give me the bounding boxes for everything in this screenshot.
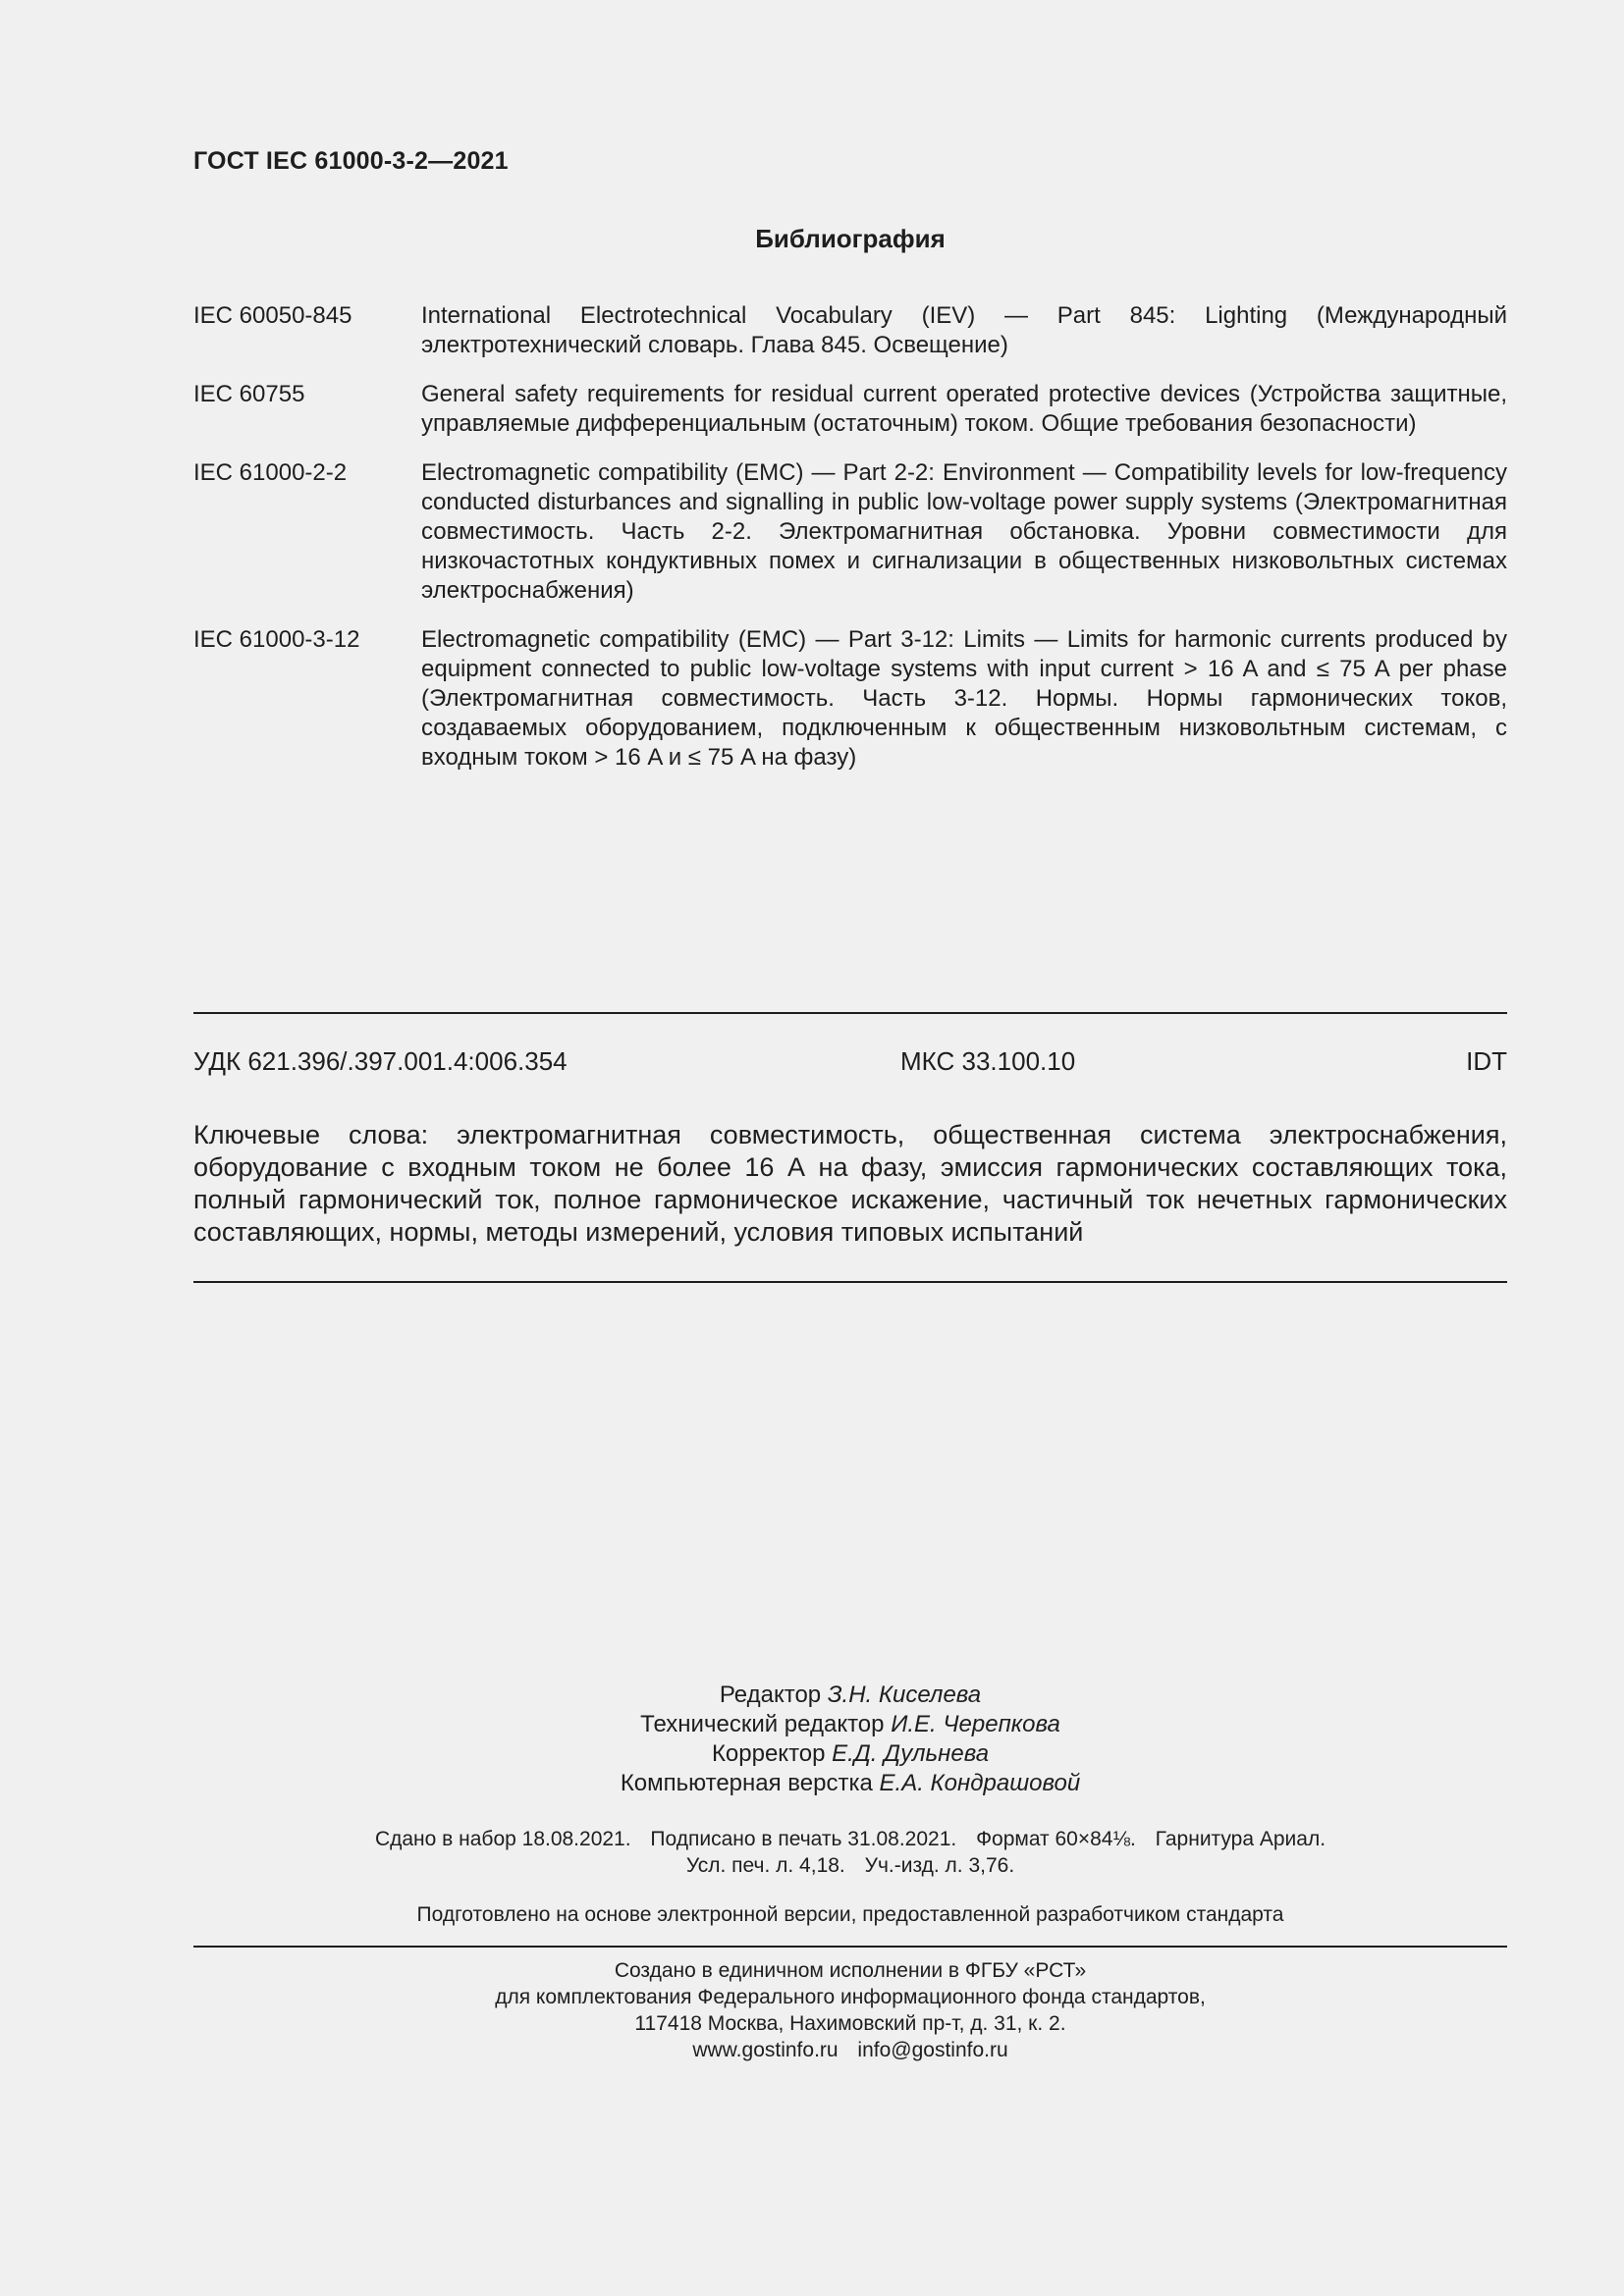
keywords: Ключевые слова: электромагнитная совместимость, общественная система электроснабжения, оборудование с входным током не более 16 А на фазу, эмиссия гармонических составляющих тока, полный гармонический ток, полное гармоническое искажение, частичный ток нечетных гармонических составляющих, нормы, методы измерений, условия типовых испытаний: [193, 1120, 1507, 1247]
udk-code: УДК 621.396/.397.001.4:006.354: [193, 1046, 568, 1076]
publisher-line: Создано в единичном исполнении в ФГБУ «РСТ»: [614, 1959, 1087, 1982]
standard-code: IEC 60755: [193, 381, 305, 407]
document-page: [193, 0, 1507, 2296]
credit-role: Корректор: [711, 1740, 826, 1767]
standard-description: General safety requirements for residual current operated protective devices (Устройства защитные, управляемые дифференциальным (остаточным) током. Общие требования безопасности): [421, 381, 1507, 437]
signed-date: Подписано в печать 31.08.2021.: [650, 1828, 957, 1850]
conventional-sheets: Усл. печ. л. 4,18.: [685, 1854, 845, 1877]
standard-description: Electromagnetic compatibility (EMC) — Part 3-12: Limits — Limits for harmonic currents produced by equipment connected to public low-voltage systems with input current > 16 A and ≤ 75 A per phase (Электромагнитная совместимость. Часть 3-12. Нормы. Нормы гармонических токов, создаваемых оборудованием, подключенным к общественным низковольтным системам, с входным током > 16 A и ≤ 75 A на фазу): [421, 626, 1507, 771]
typeface: Гарнитура Ариал.: [1155, 1828, 1326, 1850]
publisher-info: [193, 1957, 1507, 2063]
publisher-line: для комплектования Федерального информационного фонда стандартов,: [495, 1986, 1206, 2008]
standard-code: IEC 61000-3-12: [193, 626, 360, 653]
credit-role: Редактор: [719, 1682, 822, 1708]
bibliography-title: Библиография: [755, 224, 946, 253]
credit-line: [193, 1681, 1507, 1710]
standard-code: IEC 60050-845: [193, 302, 352, 329]
idt-label: IDT: [1466, 1046, 1507, 1076]
document-header: ГОСТ IEC 61000-3-2—2021: [193, 147, 509, 175]
publisher-address: 117418 Москва, Нахимовский пр-т, д. 31, к. 2.: [634, 2012, 1066, 2035]
credit-name: И.Е. Черепкова: [891, 1711, 1060, 1737]
publisher-contacts: [193, 2037, 1507, 2063]
credit-line: [193, 1769, 1507, 1798]
standard-description: International Electrotechnical Vocabulary (IEV) — Part 845: Lighting (Международный электротехнический словарь. Глава 845. Освещение): [421, 302, 1507, 358]
bibliography-entry: [193, 380, 1507, 439]
paper-format: Формат 60×84⅛.: [976, 1828, 1136, 1850]
divider: [193, 1012, 1507, 1014]
print-info-line: [193, 1852, 1507, 1879]
standard-description: Electromagnetic compatibility (EMC) — Part 2-2: Environment — Compatibility levels for low-frequency conducted disturbances and signalling in public low-voltage power supply systems (Электромагнитная совместимость. Часть 2-2. Электромагнитная обстановка. Уровни совместимости для низкочастотных кондуктивных помех и сигнализации в общественных низковольтных системах электроснабжения): [421, 459, 1507, 604]
bibliography-entry: [193, 458, 1507, 606]
credit-line: [193, 1739, 1507, 1769]
credit-line: [193, 1710, 1507, 1739]
print-info: [193, 1826, 1507, 1879]
divider: [193, 1281, 1507, 1283]
bibliography-list: [193, 301, 1507, 792]
submitted-date: Сдано в набор 18.08.2021.: [374, 1828, 631, 1850]
credit-name: З.Н. Киселева: [827, 1682, 982, 1708]
website-link[interactable]: www.gostinfo.ru: [692, 2039, 839, 2061]
credit-role: Компьютерная верстка: [620, 1770, 873, 1796]
credit-role: Технический редактор: [640, 1711, 885, 1737]
standard-code: IEC 61000-2-2: [193, 459, 348, 486]
credits: [193, 1681, 1507, 1798]
publishing-sheets: Уч.-изд. л. 3,76.: [864, 1854, 1015, 1877]
bibliography-entry: [193, 625, 1507, 773]
divider: [193, 1946, 1507, 1948]
mks-code: МКС 33.100.10: [900, 1046, 1076, 1076]
prepared-note: Подготовлено на основе электронной версии, предоставленной разработчиком стандарта: [416, 1903, 1284, 1926]
credit-name: Е.Д. Дульнева: [832, 1740, 990, 1767]
credit-name: Е.А. Кондрашовой: [879, 1770, 1081, 1796]
bibliography-entry: [193, 301, 1507, 360]
print-info-line: [193, 1826, 1507, 1852]
email-link[interactable]: info@gostinfo.ru: [857, 2039, 1008, 2061]
